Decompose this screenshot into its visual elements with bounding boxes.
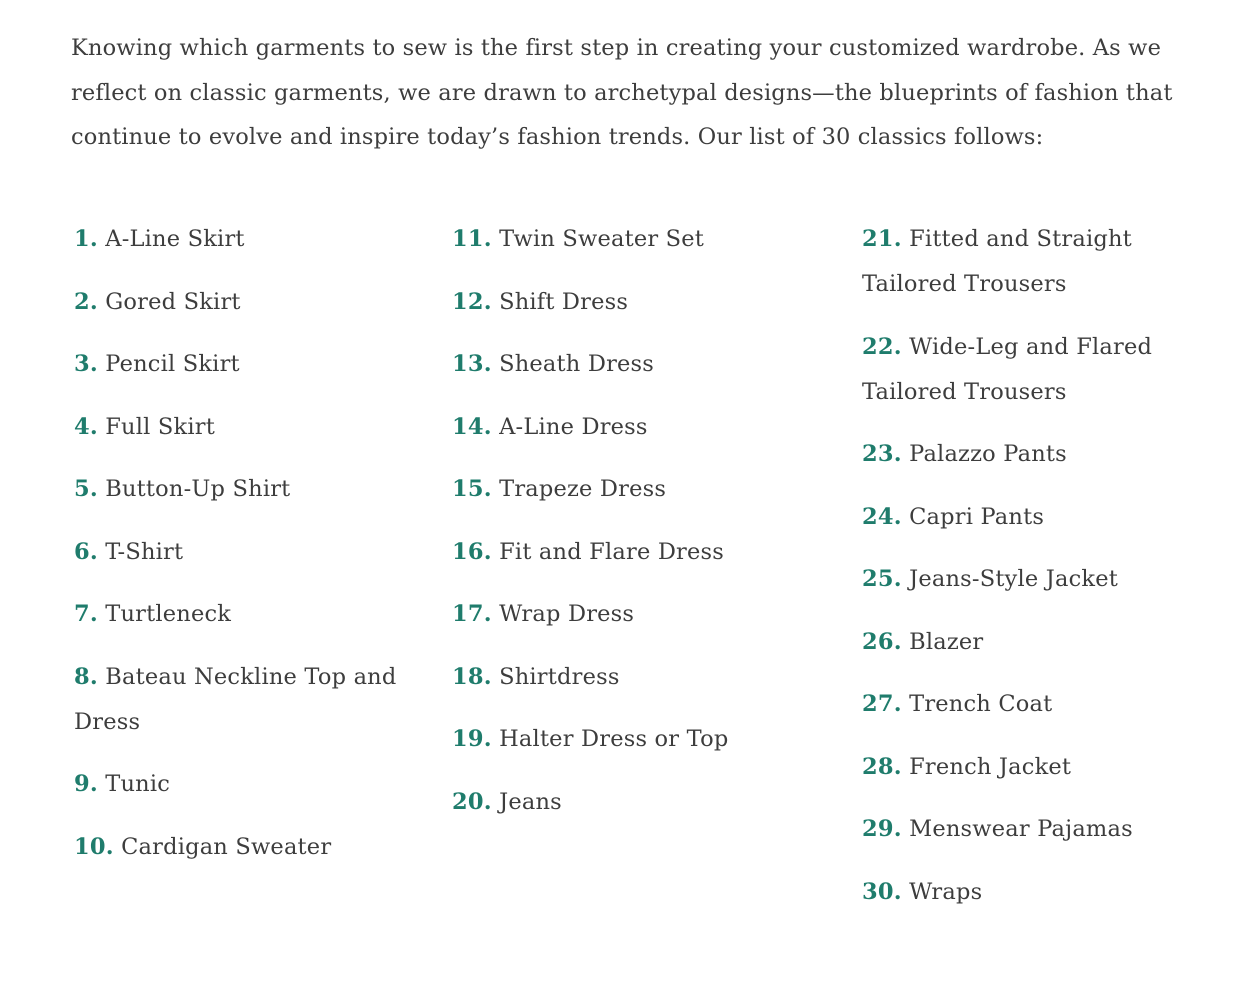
item-number: 16.: [452, 538, 492, 565]
item-label: Full Skirt: [105, 413, 215, 440]
garment-list-item: [862, 557, 1222, 602]
item-number: 9.: [74, 771, 98, 797]
garment-list-item: [862, 807, 1222, 852]
item-number: 11.: [452, 226, 492, 252]
item-label: Twin Sweater Set: [499, 226, 705, 252]
garment-list-item: [74, 825, 404, 870]
garment-list-item: [74, 530, 404, 575]
garment-list-item: [74, 762, 404, 807]
item-number: 3.: [74, 351, 98, 377]
garment-list-item: [74, 405, 404, 450]
garment-list-item: [862, 432, 1222, 477]
item-number: 27.: [862, 691, 902, 717]
item-label: Fit and Flare Dress: [499, 538, 725, 565]
item-label: Blazer: [909, 628, 984, 655]
garment-list-item: [862, 325, 1222, 415]
item-number: 29.: [862, 816, 902, 842]
item-label: Jeans-Style Jacket: [909, 566, 1118, 592]
item-number: 24.: [862, 503, 902, 530]
garment-list-item: [452, 280, 832, 325]
item-number: 1.: [74, 226, 98, 252]
item-number: 5.: [74, 476, 98, 502]
item-label: Trench Coat: [909, 691, 1053, 717]
item-number: 30.: [862, 878, 902, 905]
item-label: Wide-Leg and Flared Tailored Trousers: [862, 333, 1153, 405]
garment-list-column-1: [74, 217, 404, 887]
item-number: 25.: [862, 566, 902, 592]
item-label: Turtleneck: [105, 601, 232, 627]
item-number: 7.: [74, 601, 98, 627]
garment-list-item: [452, 405, 832, 450]
item-label: Pencil Skirt: [105, 351, 240, 377]
garment-list-item: [74, 217, 404, 262]
garment-list-item: [74, 592, 404, 637]
garment-list-column-2: [452, 217, 832, 842]
item-number: 4.: [74, 413, 98, 440]
item-number: 2.: [74, 288, 98, 315]
item-number: 19.: [452, 726, 492, 752]
garment-list-item: [862, 495, 1222, 540]
garment-list-item: [862, 745, 1222, 790]
garment-list-item: [452, 467, 832, 512]
garment-list-column-3: [862, 217, 1222, 932]
intro-paragraph: Knowing which garments to sew is the first step in creating your customized wardrobe. As we reflect on classic garments, we are drawn to archetypal designs—the blueprints of fashion that continue to evolve and inspire today’s fashion trends. Our list of 30 classics follows:: [71, 35, 1173, 150]
garment-list-item: [452, 342, 832, 387]
item-number: 12.: [452, 288, 492, 315]
item-number: 15.: [452, 476, 492, 502]
item-label: Jeans: [499, 788, 562, 815]
garment-list-item: [862, 217, 1222, 307]
item-label: Cardigan Sweater: [121, 833, 332, 860]
item-number: 8.: [74, 663, 98, 690]
garment-list-item: [74, 467, 404, 512]
item-label: Tunic: [105, 771, 171, 797]
item-number: 23.: [862, 441, 902, 467]
garment-list-item: [452, 530, 832, 575]
garment-list-item: [74, 655, 404, 745]
garment-list-item: [74, 342, 404, 387]
garment-list-item: [452, 780, 832, 825]
item-label: French Jacket: [909, 753, 1072, 780]
item-number: 14.: [452, 413, 492, 440]
item-number: 22.: [862, 333, 902, 360]
item-label: Gored Skirt: [105, 288, 241, 315]
garment-list-item: [862, 620, 1222, 665]
item-label: Sheath Dress: [499, 351, 655, 377]
garment-list-item: [452, 217, 832, 262]
garment-list-item: [452, 655, 832, 700]
garment-list-item: [452, 717, 832, 762]
item-label: Bateau Neckline Top and Dress: [74, 663, 397, 735]
item-label: A-Line Skirt: [105, 226, 245, 252]
item-number: 26.: [862, 628, 902, 655]
item-label: Shift Dress: [499, 288, 629, 315]
item-number: 10.: [74, 833, 114, 860]
item-number: 20.: [452, 788, 492, 815]
item-label: Palazzo Pants: [909, 441, 1067, 467]
item-label: Button-Up Shirt: [105, 476, 291, 502]
item-number: 21.: [862, 226, 902, 252]
garment-list-item: [74, 280, 404, 325]
item-number: 28.: [862, 753, 902, 780]
item-number: 17.: [452, 601, 492, 627]
item-number: 6.: [74, 538, 98, 565]
item-label: Shirtdress: [499, 663, 620, 690]
item-label: Wraps: [909, 878, 983, 905]
item-label: Fitted and Straight Tailored Trousers: [862, 226, 1132, 297]
item-label: T-Shirt: [105, 538, 184, 565]
garment-list-item: [452, 592, 832, 637]
item-number: 18.: [452, 663, 492, 690]
item-label: Capri Pants: [909, 503, 1045, 530]
garment-list-item: [862, 870, 1222, 915]
item-label: Halter Dress or Top: [499, 726, 729, 752]
item-label: Menswear Pajamas: [909, 816, 1133, 842]
item-label: A-Line Dress: [499, 413, 648, 440]
item-label: Trapeze Dress: [499, 476, 667, 502]
item-label: Wrap Dress: [499, 601, 635, 627]
garment-list-item: [862, 682, 1222, 727]
item-number: 13.: [452, 351, 492, 377]
